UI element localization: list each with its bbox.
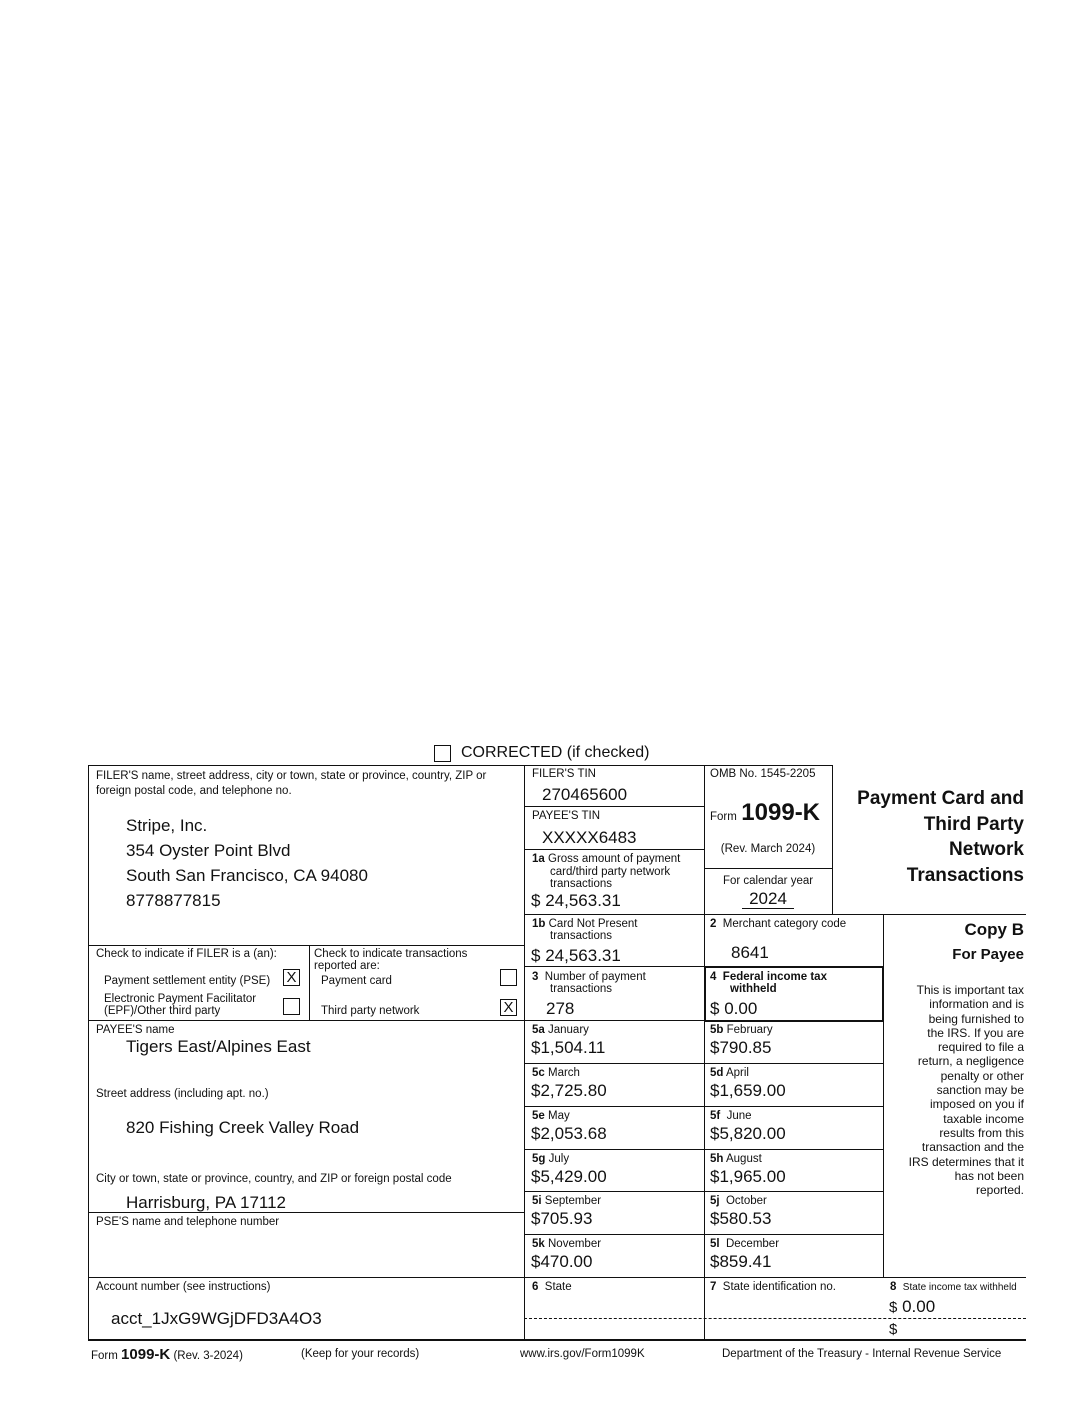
copy-b-notice-line: This is important tax [916,983,1024,997]
pse-name-label: PSE'S name and telephone number [96,1216,280,1228]
copy-b-notice-line: reported. [975,1183,1024,1198]
box-8-currency-line2: $ [889,1321,898,1338]
copy-b-notice-line: has not been [954,1168,1024,1183]
footer-form-number: Form 1099-K (Rev. 3-2024) [91,1346,243,1363]
filer-tin-label: FILER'S TIN [532,768,596,780]
box-2-value: 8641 [731,943,769,962]
copy-b-notice-line: penalty or other [940,1068,1024,1083]
month-5a: 5a January $1,504.11 [531,1024,606,1057]
payee-street: 820 Fishing Creek Valley Road [126,1118,360,1137]
copy-b-notice-line: results from this [939,1125,1024,1140]
epf-label-line1: Electronic Payment Facilitator [104,993,257,1005]
calendar-year: 2024 [742,890,794,909]
month-5d: 5d April $1,659.00 [710,1067,786,1100]
month-5b: 5b February $790.85 [710,1024,773,1057]
copy-b-notice-line: taxable income [943,1111,1024,1126]
box-4-value: $ 0.00 [710,999,758,1018]
footer-keep-records: (Keep for your records) [301,1348,420,1360]
filer-street: 354 Oyster Point Blvd [126,841,291,860]
payment-card-checkbox[interactable] [500,969,517,986]
month-5k: 5k November $470.00 [531,1238,602,1271]
box-3-value: 278 [546,999,575,1018]
pse-checkbox[interactable]: X [283,969,300,986]
copy-b-notice [886,983,1024,1197]
epf-checkbox[interactable] [283,998,300,1015]
third-party-network-label: Third party network [321,1005,420,1017]
box-7-label: 7 State identification no. [710,1281,836,1293]
month-5f: 5f June $5,820.00 [710,1110,786,1143]
account-number: acct_1JxG9WGjDFD3A4O3 [111,1309,322,1328]
copy-b-notice-line: imposed on you if [929,1097,1024,1112]
box-1a-label-line3: transactions [550,878,613,890]
box-1b-value: $ 24,563.31 [531,946,621,965]
third-party-network-checkbox[interactable]: X [500,999,517,1016]
copy-b-subtitle: For Payee [952,946,1024,963]
form-revision: (Rev. March 2024) [720,843,816,855]
box-4-label-line1: 4 Federal income tax [710,971,827,983]
copy-b-notice-line: return, a negligence [917,1054,1024,1069]
corrected-label: CORRECTED (if checked) [461,744,650,761]
copy-b-notice-line: sanction may be [936,1083,1024,1098]
footer-url[interactable]: www.irs.gov/Form1099K [520,1348,645,1360]
payee-city: Harrisburg, PA 17112 [126,1193,287,1212]
filer-name: Stripe, Inc. [126,816,208,835]
payee-tin-label: PAYEE'S TIN [532,810,601,822]
payee-name: Tigers East/Alpines East [126,1037,311,1056]
month-5j: 5j October $580.53 [710,1195,772,1228]
txn-type-label-line2: reported are: [314,960,380,972]
box-8-value: $ 0.00 [889,1297,936,1316]
copy-b-notice-line: information and is [929,997,1024,1012]
form-number: Form 1099-K [710,799,821,826]
payee-street-label: Street address (including apt. no.) [96,1088,269,1100]
corrected-checkbox[interactable] [434,745,451,762]
payee-tin-value: XXXXX6483 [542,828,637,847]
txn-type-label-line1: Check to indicate transactions [314,948,468,960]
copy-b-notice-line: the IRS. If you are [927,1025,1024,1040]
box-1b-label-line1: 1b Card Not Present [532,918,638,930]
copy-b-notice-line: required to file a [937,1040,1024,1055]
box-3-label-line1: 3 Number of payment [532,971,646,983]
payee-name-label: PAYEE'S name [96,1024,175,1036]
box-1a-label-line1: 1a Gross amount of payment [532,853,681,865]
payment-card-label: Payment card [321,975,392,987]
epf-label-line2: (EPF)/Other third party [104,1005,221,1017]
copy-b-notice-line: transaction and the [921,1140,1024,1155]
pse-label: Payment settlement entity (PSE) [104,975,271,987]
box-1b-label-line2: transactions [550,930,613,942]
box-4-label-line2: withheld [730,983,777,995]
filer-info-label: FILER'S name, street address, city or town, state or province, country, ZIP or foreign postal code, and telephone no. [96,770,487,797]
copy-b-title: Copy B [964,920,1024,939]
account-number-label: Account number (see instructions) [96,1281,271,1293]
box-1a-label-line2: card/third party network [550,866,671,878]
box-1a-value: $ 24,563.31 [531,891,621,910]
box-8-label: 8 State income tax withheld [890,1281,1017,1293]
copy-b-notice-line: being furnished to [928,1011,1024,1026]
filer-phone: 8778877815 [126,891,221,910]
box-3-label-line2: transactions [550,983,613,995]
box-6-label: 6 State [532,1281,572,1293]
filer-type-label: Check to indicate if FILER is a (an): [96,948,277,960]
form-title: Payment Card and Third Party Network Transactions [857,788,1024,886]
month-5h: 5h August $1,965.00 [710,1153,786,1186]
footer-department: Department of the Treasury - Internal Revenue Service [722,1348,1002,1360]
box-2-label: 2 Merchant category code [710,918,847,930]
month-5e: 5e May $2,053.68 [531,1110,607,1143]
filer-tin-value: 270465600 [542,785,628,804]
calendar-year-label: For calendar year [722,875,814,887]
copy-b-notice-line: IRS determines that it [908,1154,1024,1169]
month-5i: 5i September $705.93 [531,1195,602,1228]
payee-city-label: City or town, state or province, country, and ZIP or foreign postal code [96,1173,452,1185]
month-5c: 5c March $2,725.80 [531,1067,607,1100]
month-5l: 5l December $859.41 [710,1238,780,1271]
month-5g: 5g July $5,429.00 [531,1153,607,1186]
filer-city: South San Francisco, CA 94080 [126,866,368,885]
omb-number: OMB No. 1545-2205 [710,768,816,780]
